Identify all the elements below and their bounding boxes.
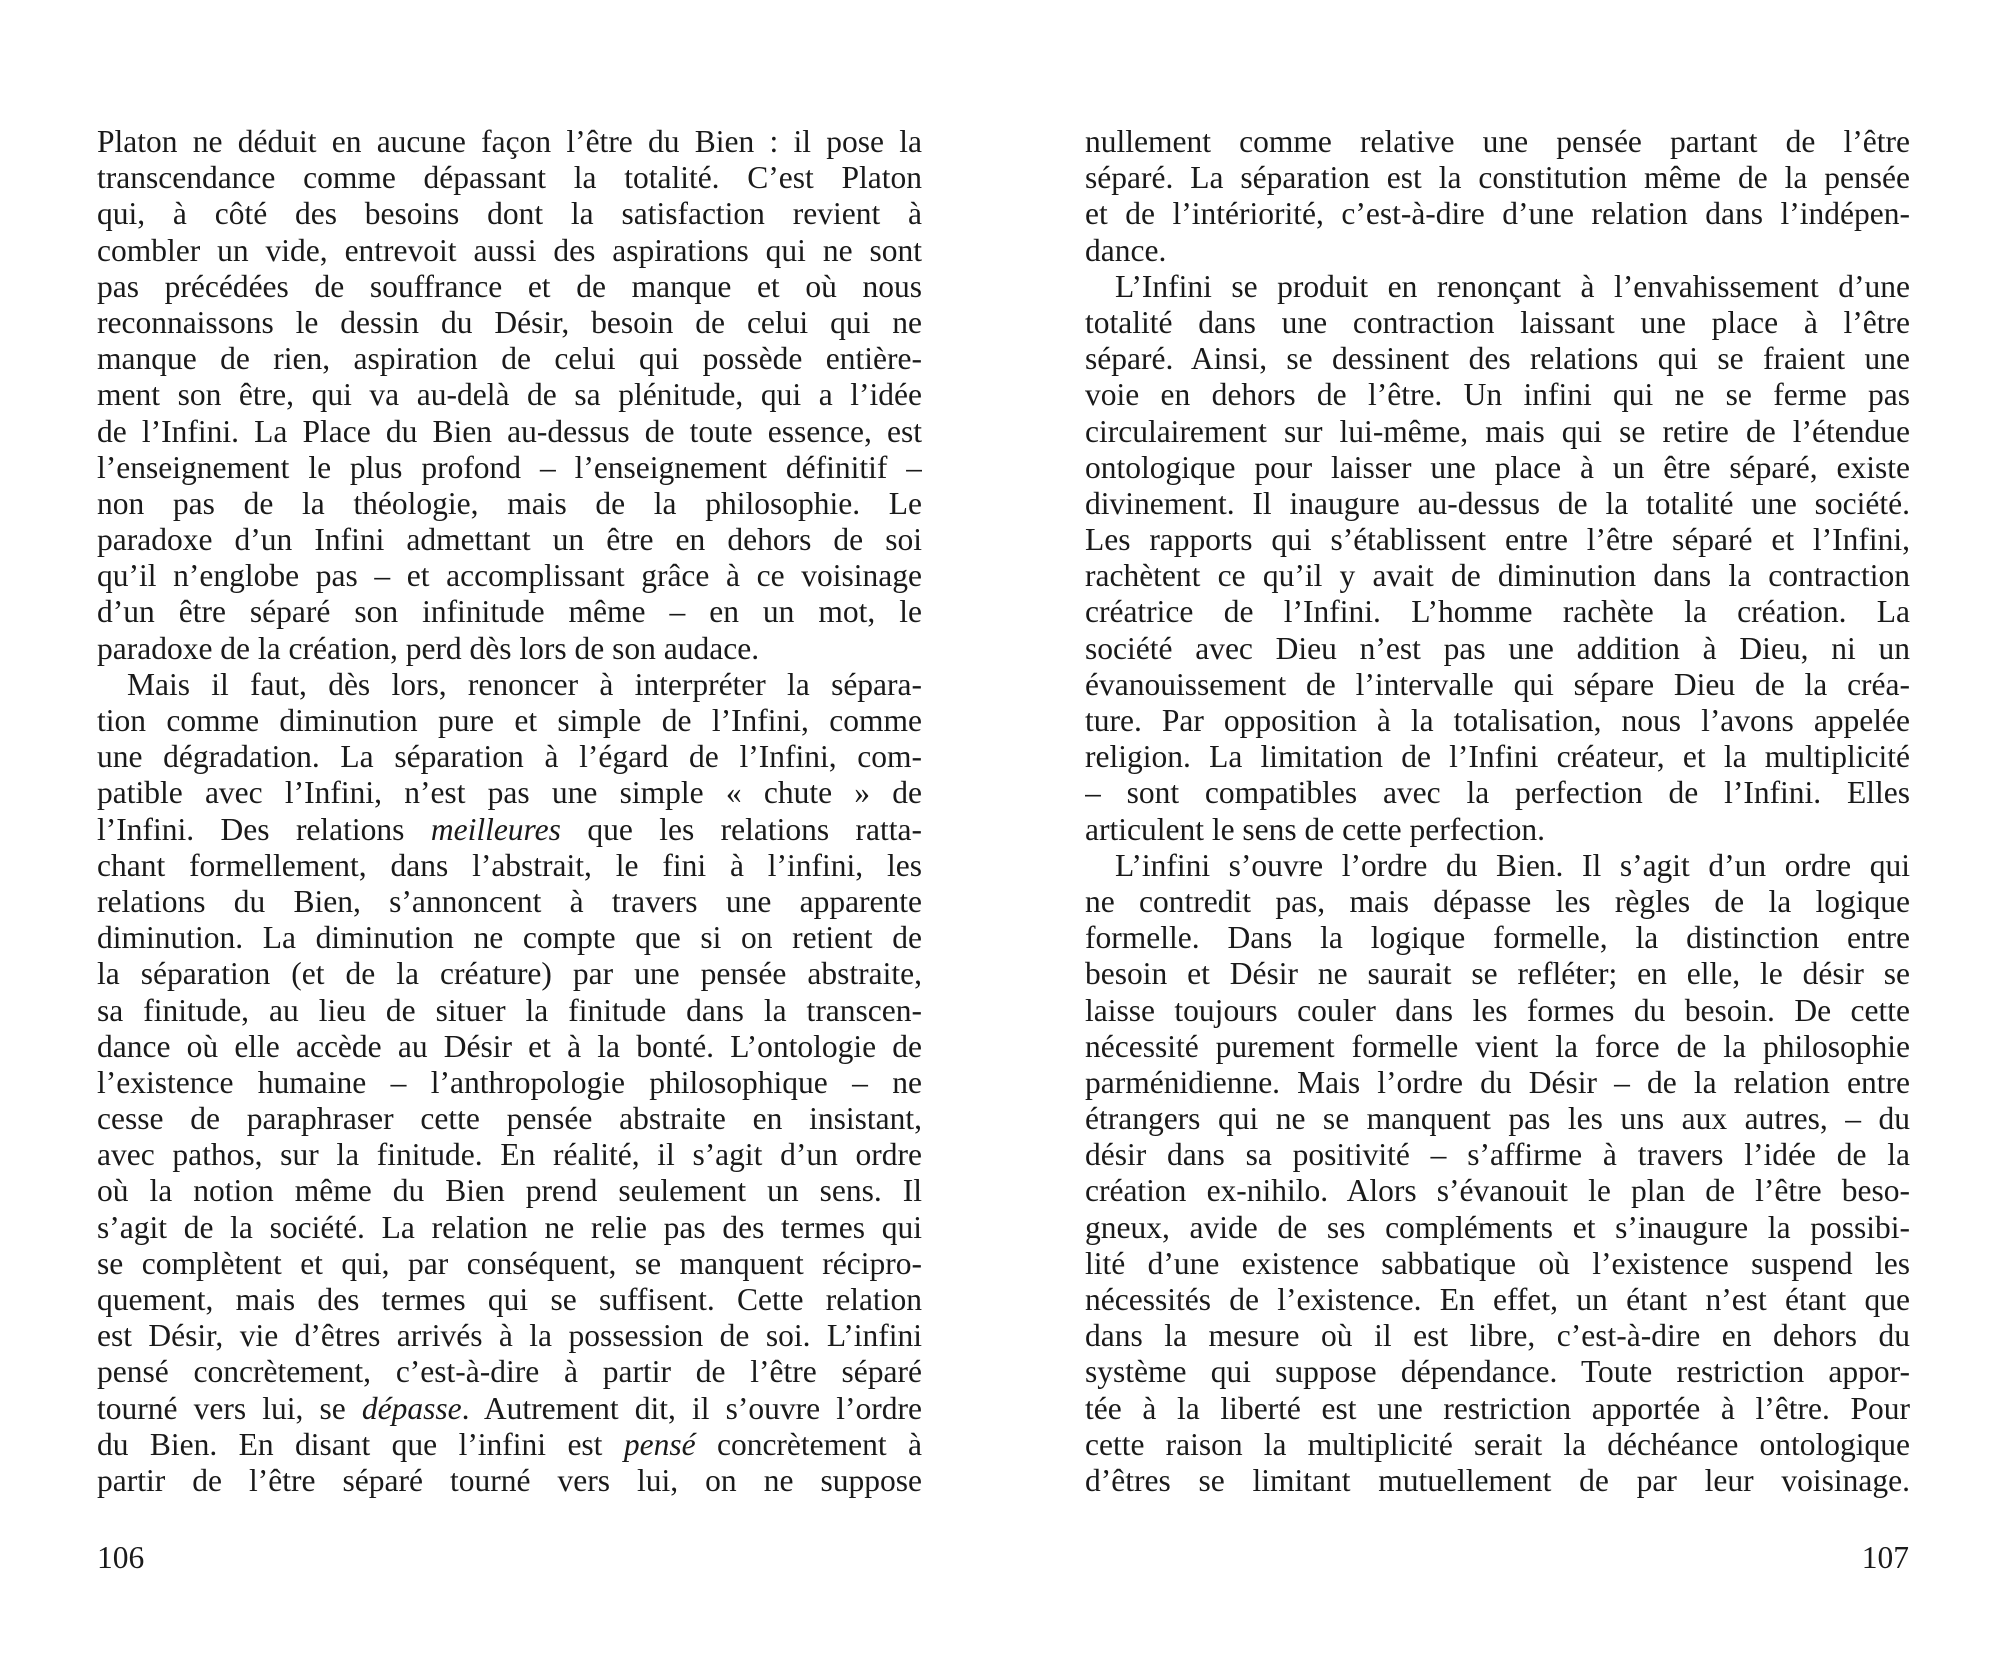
text-line: d’un être séparé son infinitude même – en un mot, le xyxy=(97,594,922,630)
text-line: la séparation (et de la créature) par une pensée abstraite, xyxy=(97,956,922,992)
text-line: besoin et Désir ne saurait se refléter; en elle, le désir se xyxy=(1085,956,1910,992)
text-line: ne contredit pas, mais dépasse les règles de la logique xyxy=(1085,883,1910,919)
text-line: formelle. Dans la logique formelle, la distinction entre xyxy=(1085,920,1910,956)
text-line: laisse toujours couler dans les formes du besoin. De cette xyxy=(1085,992,1910,1028)
text-line: dans la mesure où il est libre, c’est-à-dire en dehors du xyxy=(1085,1318,1910,1354)
text-line: – sont compatibles avec la perfection de l’Infini. Elles xyxy=(1085,775,1910,811)
text-line: ture. Par opposition à la totalisation, nous l’avons appelée xyxy=(1085,703,1910,738)
text-line: paradoxe de la création, perd dès lors de son audace. xyxy=(97,630,760,666)
text-line: avec pathos, sur la finitude. En réalité, il s’agit d’un ordre xyxy=(97,1137,922,1173)
text-line: dance où elle accède au Désir et à la bonté. L’ontologie de xyxy=(97,1028,922,1064)
text-line: se complètent et qui, par conséquent, se manquent récipro- xyxy=(97,1245,922,1281)
text-line: tion comme diminution pure et simple de l’Infini, comme xyxy=(97,703,922,738)
text-line: une dégradation. La séparation à l’égard de l’Infini, com- xyxy=(97,739,922,775)
text-line: relations du Bien, s’annoncent à travers une apparente xyxy=(97,883,922,919)
text-line: quement, mais des termes qui se suffisent. Cette relation xyxy=(97,1282,922,1317)
emphasized-word: meilleures xyxy=(430,811,561,847)
text-line: gneux, avide de ses compléments et s’inaugure la possibi- xyxy=(1085,1209,1910,1245)
text-line: chant formellement, dans l’abstrait, le fini à l’infini, les xyxy=(97,847,922,883)
emphasized-word: pensé xyxy=(623,1426,696,1462)
text-line: s’agit de la société. La relation ne relie pas des termes qui xyxy=(97,1209,922,1245)
line-text: l’Infini. Des relations xyxy=(97,811,431,847)
text-line: nécessités de l’existence. En effet, un étant n’est étant que xyxy=(1085,1282,1910,1317)
line-text: tourné vers lui, se xyxy=(97,1390,362,1426)
text-line: cesse de paraphraser cette pensée abstraite en insistant, xyxy=(97,1101,922,1137)
text-line: séparé. Ainsi, se dessinent des relations qui se fraient une xyxy=(1085,341,1910,377)
text-line: Mais il faut, dès lors, renoncer à interpréter la sépara- xyxy=(127,666,922,702)
right-page-number: 107 xyxy=(1861,1540,1909,1575)
text-line xyxy=(97,812,922,848)
text-line: lité d’une existence sabbatique où l’existence suspend les xyxy=(1085,1245,1910,1281)
text-line: patible avec l’Infini, n’est pas une simple « chute » de xyxy=(97,775,922,811)
text-line: L’Infini se produit en renonçant à l’envahissement d’une xyxy=(1115,268,1910,304)
text-line: ontologique pour laisser une place à un être séparé, existe xyxy=(1085,449,1910,485)
text-line: tée à la liberté est une restriction apportée à l’être. Pour xyxy=(1085,1390,1910,1426)
text-line: nullement comme relative une pensée partant de l’être xyxy=(1085,124,1910,159)
text-line: Les rapports qui s’établissent entre l’être séparé et l’Infini, xyxy=(1085,522,1910,558)
text-line: l’existence humaine – l’anthropologie philosophique – ne xyxy=(97,1064,922,1100)
text-line: d’êtres se limitant mutuellement de par leur voisinage. xyxy=(1085,1462,1910,1498)
text-line: Platon ne déduit en aucune façon l’être du Bien : il pose la xyxy=(97,124,922,159)
text-line: pensé concrètement, c’est-à-dire à partir de l’être séparé xyxy=(97,1354,922,1390)
text-line: transcendance comme dépassant la totalité. C’est Platon xyxy=(97,160,922,196)
text-line: reconnaissons le dessin du Désir, besoin de celui qui ne xyxy=(97,304,922,340)
text-line: partir de l’être séparé tourné vers lui, on ne suppose xyxy=(97,1462,922,1498)
text-line xyxy=(97,1427,922,1463)
text-line: système qui suppose dépendance. Toute restriction appor- xyxy=(1085,1354,1910,1390)
line-text: concrètement à xyxy=(695,1426,922,1462)
text-line: diminution. La diminution ne compte que si on retient de xyxy=(97,920,922,956)
text-line xyxy=(97,1391,922,1427)
text-line: divinement. Il inaugure au-dessus de la totalité une société. xyxy=(1085,485,1910,521)
emphasized-word: dépasse xyxy=(361,1390,462,1426)
line-text: du Bien. En disant que l’infini est xyxy=(97,1426,624,1462)
text-line: désir dans sa positivité – s’affirme à travers l’idée de la xyxy=(1085,1137,1910,1173)
text-line: séparé. La séparation est la constitution même de la pensée xyxy=(1085,160,1910,196)
text-line: création ex-nihilo. Alors s’évanouit le plan de l’être beso- xyxy=(1085,1173,1910,1209)
text-line: créatrice de l’Infini. L’homme rachète la création. La xyxy=(1085,594,1910,630)
text-line: nécessité purement formelle vient la force de la philosophie xyxy=(1085,1028,1910,1064)
text-line: voie en dehors de l’être. Un infini qui ne se ferme pas xyxy=(1085,377,1910,413)
text-line: étrangers qui ne se manquent pas les uns aux autres, – du xyxy=(1085,1101,1910,1137)
left-page-text xyxy=(97,124,922,1499)
text-line: qui, à côté des besoins dont la satisfaction revient à xyxy=(97,196,922,232)
text-line: paradoxe d’un Infini admettant un être en dehors de soi xyxy=(97,522,922,558)
text-line: parménidienne. Mais l’ordre du Désir – de la relation entre xyxy=(1085,1064,1910,1100)
text-line: société avec Dieu n’est pas une addition à Dieu, ni un xyxy=(1085,630,1910,666)
text-line: circulairement sur lui-même, mais qui se retire de l’étendue xyxy=(1085,413,1910,449)
text-line: combler un vide, entrevoit aussi des aspirations qui ne sont xyxy=(97,232,922,268)
text-line: qu’il n’englobe pas – et accomplissant grâce à ce voisinage xyxy=(97,558,922,594)
line-text: . Autrement dit, il s’ouvre l’ordre xyxy=(461,1390,922,1426)
text-line: ment son être, qui va au-delà de sa plénitude, qui a l’idée xyxy=(97,377,922,413)
text-line: où la notion même du Bien prend seulement un sens. Il xyxy=(97,1173,922,1209)
text-line: religion. La limitation de l’Infini créateur, et la multiplicité xyxy=(1085,739,1910,775)
text-line: sa finitude, au lieu de situer la finitude dans la transcen- xyxy=(97,992,922,1028)
text-line: pas précédées de souffrance et de manque et où nous xyxy=(97,268,922,304)
text-line: évanouissement de l’intervalle qui sépare Dieu de la créa- xyxy=(1085,666,1910,702)
left-page-number: 106 xyxy=(97,1540,145,1575)
text-line: non pas de la théologie, mais de la philosophie. Le xyxy=(97,485,922,521)
right-page-text xyxy=(1085,124,1910,1499)
text-line: dance. xyxy=(1085,232,1167,268)
line-text: que les relations ratta- xyxy=(560,811,922,847)
text-line: et de l’intériorité, c’est-à-dire d’une relation dans l’indépen- xyxy=(1085,196,1910,232)
text-line: L’infini s’ouvre l’ordre du Bien. Il s’agit d’un ordre qui xyxy=(1115,847,1910,883)
text-line: totalité dans une contraction laissant une place à l’être xyxy=(1085,304,1910,340)
text-line: cette raison la multiplicité serait la déchéance ontologique xyxy=(1085,1426,1910,1462)
text-line: manque de rien, aspiration de celui qui possède entière- xyxy=(97,341,922,377)
text-line: est Désir, vie d’êtres arrivés à la possession de soi. L’infini xyxy=(97,1318,922,1354)
text-line: articulent le sens de cette perfection. xyxy=(1085,811,1546,847)
text-line: rachètent ce qu’il y avait de diminution dans la contraction xyxy=(1085,558,1910,594)
text-line: de l’Infini. La Place du Bien au-dessus de toute essence, est xyxy=(97,413,922,449)
text-line: l’enseignement le plus profond – l’enseignement définitif – xyxy=(97,449,922,485)
